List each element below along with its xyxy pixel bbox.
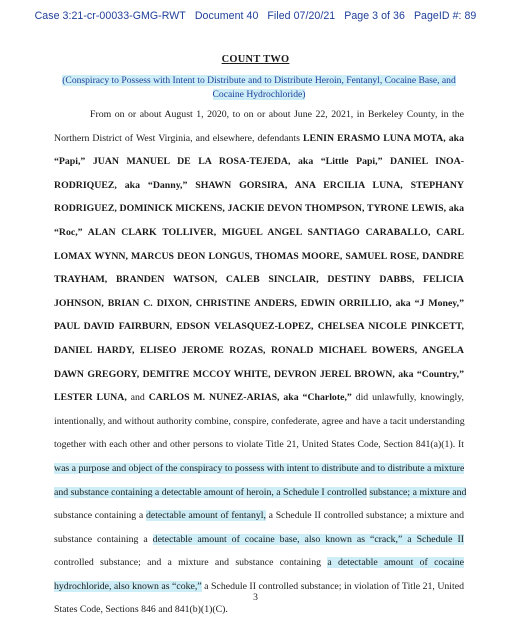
highlighted-text: substance; a mixture and	[369, 486, 467, 498]
body-line	[54, 268, 464, 292]
body-line	[54, 292, 464, 316]
body-line	[54, 363, 464, 387]
document-number: Document 40	[194, 10, 259, 22]
body-text: together with each other and other persons to violate Title 21, United States Code, Section 841(a)(1). It	[54, 439, 464, 451]
defendant-names: JOHNSON, BRIAN C. DIXON, CHRISTINE ANDERS, EDWIN ORRILLIO, aka “J Money,”	[54, 297, 464, 309]
highlighted-text: detectable amount of fentanyl,	[145, 510, 266, 522]
body-line	[54, 386, 464, 410]
defendant-names: TRAYHAM, BRANDEN WATSON, CALEB SINCLAIR, DESTINY DABBS, FELICIA	[54, 274, 464, 286]
highlighted-text: was a purpose and object of the conspiracy to possess with intent to distribute and to distribute a mixture	[54, 462, 465, 474]
subtitle-line-2: Cocaine Hydrochloride)	[212, 89, 306, 100]
defendant-names: RODRIGUEZ, DOMINICK MICKENS, JACKIE DEVON THOMPSON, TYRONE LEWIS, aka	[54, 203, 464, 215]
body-line	[54, 457, 464, 481]
page-number: 3	[253, 592, 258, 603]
highlighted-text: a detectable amount of cocaine	[327, 557, 464, 569]
body-line	[54, 245, 464, 269]
defendant-names: “Roc,” ALAN CLARK TOLLIVER, MIGUEL ANGEL SANTIAGO CARABALLO, CARL	[54, 226, 464, 238]
body-line	[54, 315, 464, 339]
body-line	[54, 150, 464, 174]
defendant-names: LESTER LUNA,	[54, 392, 127, 404]
body-text: and	[126, 392, 149, 404]
body-line	[54, 103, 464, 127]
subtitle-line-1: (Conspiracy to Possess with Intent to Distribute and to Distribute Heroin, Fentanyl, Cocaine Base, and	[62, 75, 456, 86]
body-text: intentionally, and without authority combine, conspire, confederate, agree and have a tacit understanding	[54, 415, 465, 427]
defendant-names: LOMAX WYNN, MARCUS DEON LONGUS, THOMAS MOORE, SAMUEL ROSE, DANDRE	[54, 250, 464, 262]
count-subtitle	[54, 74, 464, 102]
body-line	[54, 481, 467, 505]
body-text: a Schedule II controlled substance; a mixture and	[265, 510, 464, 522]
highlighted-text: hydrochloride, also known as “coke,”	[54, 580, 202, 592]
defendant-names: RODRIQUEZ, aka “Danny,” SHAWN GORSIRA, ANA ERCILIA LUNA, STEPHANY	[54, 179, 464, 191]
body-line	[54, 197, 464, 221]
body-line	[54, 221, 464, 245]
defendant-names: DANIEL HARDY, ELISEO JEROME ROZAS, RONALD MICHAEL BOWERS, ANGELA	[54, 344, 464, 356]
body-line	[54, 504, 464, 528]
body-text: a Schedule II controlled substance; in violation of Title 21, United	[201, 580, 464, 592]
body-text: substance containing a	[54, 510, 146, 522]
body-text: substance containing a	[54, 533, 153, 545]
defendant-names: PAUL DAVID FAIRBURN, EDSON VELASQUEZ-LOPEZ, CHELSEA NICOLE PINKCETT,	[54, 321, 464, 333]
body-text: States Code, Sections 846 and 841(b)(1)(C).	[54, 604, 228, 616]
case-number: Case 3:21-cr-00033-GMG-RWT	[34, 10, 186, 22]
body-line	[54, 410, 464, 434]
body-text: controlled substance; and a mixture and substance containing	[54, 557, 328, 569]
highlighted-text: detectable amount of cocaine base, also known as “crack,” a Schedule II	[152, 533, 464, 545]
body-line	[54, 551, 464, 575]
defendant-names: LENIN ERASMO LUNA MOTA, aka	[303, 132, 464, 144]
body-line	[54, 174, 464, 198]
body-text: Northern District of West Virginia, and elsewhere, defendants	[54, 132, 304, 144]
page-count: Page 3 of 36	[344, 10, 405, 22]
body-text: did unlawfully, knowingly,	[351, 392, 464, 404]
body-line	[54, 127, 464, 151]
body-line	[54, 339, 464, 363]
case-header	[0, 10, 511, 22]
defendant-names: DAWN GREGORY, DEMITRE MCCOY WHITE, DEVRON JEREL BROWN, aka “Country,”	[54, 368, 464, 380]
body-line	[54, 528, 464, 552]
body-line	[54, 433, 464, 457]
body-text: From on or about August 1, 2020, to on or about June 22, 2021, in Berkeley County, in the	[90, 109, 464, 120]
count-body	[54, 103, 467, 622]
highlighted-text: and substance containing a detectable amount of heroin, a Schedule I controlled	[54, 486, 367, 498]
count-title: COUNT TWO	[221, 54, 290, 65]
page-id: PageID #: 89	[413, 10, 477, 22]
filed-date: Filed 07/20/21	[267, 10, 336, 22]
defendant-names: CARLOS M. NUNEZ-ARIAS, aka “Charlote,”	[148, 392, 352, 404]
defendant-names: “Papi,” JUAN MANUEL DE LA ROSA-TEJEDA, aka “Little Papi,” DANIEL INOA-	[54, 156, 464, 168]
